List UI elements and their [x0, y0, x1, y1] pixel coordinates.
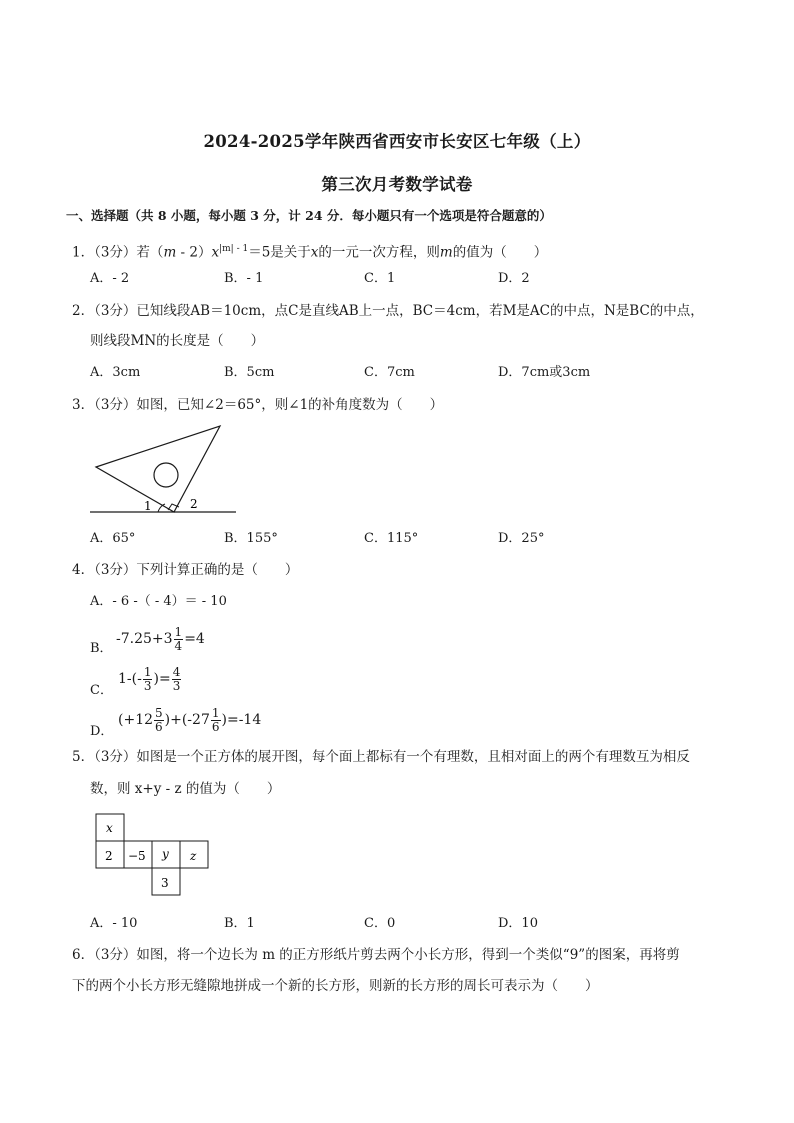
q2-option-d: D．7cm或3cm: [498, 365, 591, 380]
net-label-y: y: [162, 847, 169, 861]
q1-num: 1．（3分）若（: [72, 244, 164, 261]
q1-option-a: A．- 2: [90, 271, 130, 286]
exam-title-line2: 第三次月考数学试卷: [321, 175, 473, 194]
question-3: 3．（3分）如图，已知∠2＝65°，则∠1的补角度数为（ ）: [72, 397, 444, 413]
question-6-line1: 6．（3分）如图，将一个边长为 m 的正方形纸片剪去两个小长方形，得到一个类似“9”的图案，再将剪: [72, 947, 680, 963]
question-1: [72, 240, 547, 262]
q1-exponent: |m| - 1: [219, 244, 249, 254]
net-label-x: x: [106, 821, 113, 835]
q1-tail3: 的值为（ ）: [452, 244, 548, 261]
q4d-fraction1: [154, 707, 164, 734]
q1-option-d: D．2: [498, 271, 530, 286]
q4c-part2: )=: [153, 671, 171, 687]
q5-option-c: C．0: [364, 916, 396, 931]
q4-option-c-expr: [118, 662, 182, 696]
cube-net-figure: [95, 813, 209, 897]
net-label-z: z: [190, 849, 197, 863]
q4d-numerator1: 5: [155, 705, 163, 720]
q4-option-d-expr: [118, 703, 261, 737]
net-label-3: 3: [161, 876, 169, 890]
question-2-line2: 则线段MN的长度是（ ）: [90, 333, 265, 349]
q4b-part1: -7.25+3: [116, 631, 173, 647]
triangle: [96, 426, 220, 512]
q4-option-c-letter: C．: [90, 683, 113, 698]
q4c-numerator2: 4: [172, 664, 181, 679]
q1-option-b: B．- 1: [224, 271, 264, 286]
question-5-line2: 数，则 x+y - z 的值为（ ）: [90, 781, 281, 797]
q5-option-a: A．- 10: [90, 916, 138, 931]
q3-option-a: A．65°: [90, 531, 136, 546]
q1-tail1: ＝5是关于: [248, 244, 311, 261]
q1-var-x: x: [211, 244, 220, 261]
triangle-hole-circle: [154, 463, 178, 487]
q1-mid: - 2）: [176, 244, 212, 261]
angle-1-label: 1: [144, 499, 152, 513]
q5-option-b: B．1: [224, 916, 255, 931]
q4-option-b-expr: [116, 622, 205, 656]
question-4: 4．（3分）下列计算正确的是（ ）: [72, 562, 299, 578]
q4c-denominator1: 3: [143, 678, 152, 693]
q4d-fraction2: [211, 707, 221, 734]
q4-option-a: A．- 6 -（ - 4）＝ - 10: [90, 594, 227, 609]
q1-tail2: 的一元一次方程，则: [318, 244, 440, 261]
q2-option-a: A．3cm: [90, 365, 141, 380]
q2-option-c: C．7cm: [364, 365, 415, 380]
q3-option-c: C．115°: [364, 531, 419, 546]
question-2-line1: 2．（3分）已知线段AB＝10cm，点C是直线AB上一点，BC＝4cm，若M是AC的中点，N是BC的中点，: [72, 303, 704, 319]
q2-option-b: B．5cm: [224, 365, 275, 380]
q4d-denominator1: 6: [155, 719, 163, 734]
q4d-part2: )+(-27: [164, 712, 210, 728]
q4b-part2: =4: [184, 631, 205, 647]
q3-option-d: D．25°: [498, 531, 545, 546]
q4c-denominator2: 3: [172, 678, 181, 693]
q4c-fraction1: [143, 666, 153, 693]
q1-var-m: m: [163, 244, 177, 261]
net-label-2: 2: [105, 849, 113, 863]
q4b-numerator: 1: [174, 624, 183, 639]
q4c-numerator1: 1: [143, 664, 152, 679]
angle-2-label: 2: [190, 497, 198, 511]
q3-option-b: B．155°: [224, 531, 278, 546]
question-5-line1: 5．（3分）如图是一个正方体的展开图，每个面上都标有一个有理数，且相对面上的两个有理数互为相反: [72, 749, 690, 765]
q1-var-m2: m: [439, 244, 453, 261]
q4-option-b-letter: B．: [90, 641, 113, 656]
q4-option-d-letter: D．: [90, 724, 114, 739]
q4c-fraction2: [172, 666, 182, 693]
exam-title-line1: 2024-2025学年陕西省西安市长安区七年级（上）: [203, 132, 591, 151]
net-label-neg5: −5: [128, 849, 146, 863]
q4b-fraction: [174, 626, 184, 653]
q4d-part1: (+12: [118, 712, 154, 728]
q4b-denominator: 4: [174, 638, 183, 653]
q5-option-d: D．10: [498, 916, 538, 931]
question-6-line2: 下的两个小长方形无缝隙地拼成一个新的长方形，则新的长方形的周长可表示为（ ）: [72, 978, 599, 994]
q4c-part1: 1-(-: [118, 671, 142, 687]
section-heading: 一、选择题（共 8 小题，每小题 3 分，计 24 分．每小题只有一个选项是符合题意的）: [66, 208, 552, 223]
q1-option-c: C．1: [364, 271, 396, 286]
q4d-numerator2: 1: [211, 705, 220, 720]
triangle-figure: [86, 422, 246, 520]
q1-var-x2: x: [310, 244, 319, 261]
q4d-denominator2: 6: [211, 719, 220, 734]
q4d-part3: )=-14: [221, 712, 262, 728]
